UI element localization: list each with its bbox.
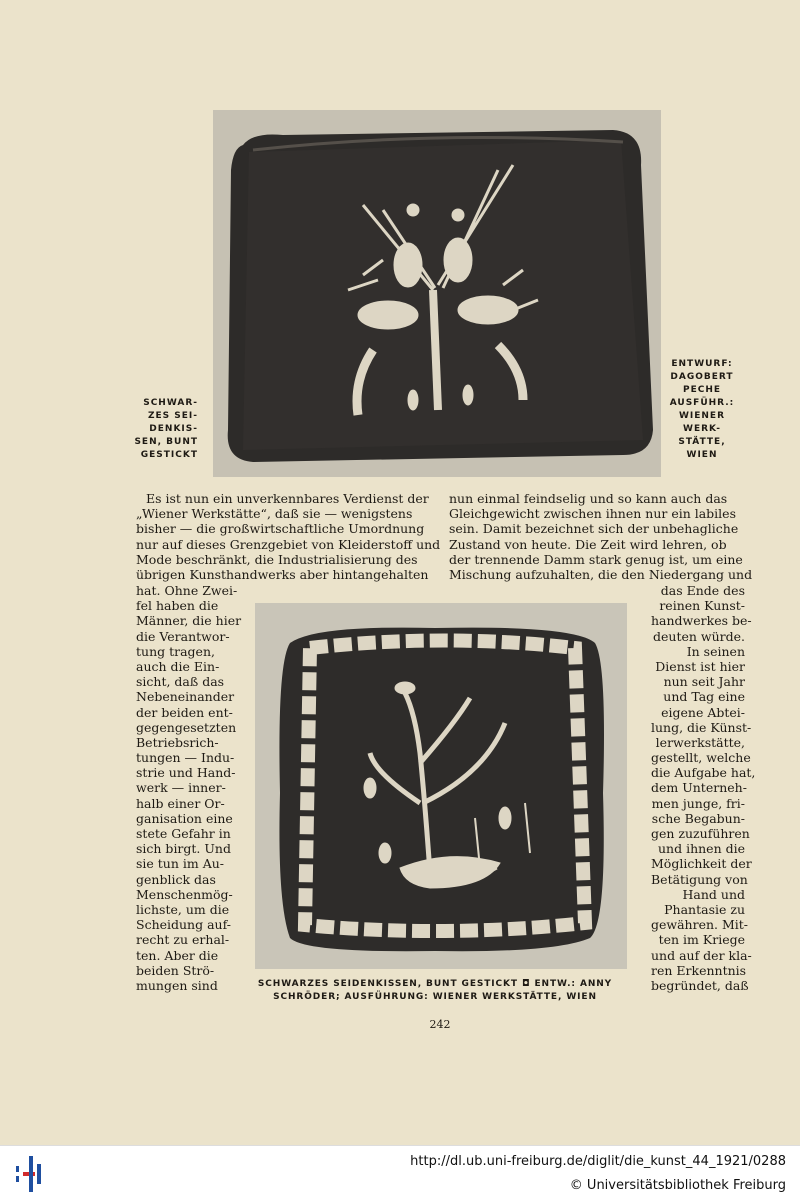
text-line: lerwerkstätte,: [655, 734, 745, 750]
text-line: gestellt, welche: [651, 750, 751, 766]
cushion-photo-1: [213, 110, 661, 477]
body-column-left-top: [136, 491, 441, 582]
page-number: 242: [429, 1018, 451, 1031]
text-line: sich birgt. Und: [136, 841, 231, 857]
text-line: reinen Kunst-: [659, 598, 745, 614]
caption-line: GESTICKT: [140, 450, 198, 460]
text-line: gen zuzuführen: [651, 826, 750, 841]
text-line: gegengesetzten: [136, 719, 237, 735]
caption-line: STÄTTE,: [678, 437, 726, 447]
text-line: genblick das: [136, 871, 216, 887]
text-line: recht zu erhal-: [136, 932, 230, 948]
text-line: ten. Aber die: [136, 947, 219, 963]
text-line: Betätigung von: [651, 871, 748, 887]
text-line: werk — inner-: [136, 780, 226, 796]
caption-line: DENKIS-: [149, 424, 198, 434]
copyright-notice: © Universitätsbibliothek Freiburg: [569, 1178, 786, 1193]
caption-line: SCHWAR-: [143, 398, 198, 408]
cushion-photo-2: [255, 603, 627, 969]
text-line: gewähren. Mit-: [651, 917, 749, 933]
caption-line: SCHRÖDER; AUSFÜHRUNG: WIENER WERKSTÄTTE, WIEN: [273, 992, 597, 1002]
text-line: übrigen Kunsthandwerks aber hintangehalten: [136, 566, 429, 582]
caption-line: WIEN: [686, 450, 718, 460]
text-line: und Tag eine: [663, 689, 745, 705]
figure1-caption-left: [120, 397, 198, 462]
text-line: lichste, um die: [136, 901, 230, 917]
text-line: begründet, daß: [651, 977, 749, 993]
text-line: ganisation eine: [136, 810, 233, 826]
caption-line: WERK-: [683, 424, 721, 434]
text-line: Hand und: [682, 886, 745, 902]
caption-line: ENTWURF:: [671, 359, 733, 369]
text-line: und ihnen die: [658, 841, 745, 857]
text-line: sicht, daß das: [136, 674, 225, 690]
text-line: Betriebsrich-: [136, 734, 219, 750]
text-line: der trennende Damm stark genug ist, um eine: [449, 551, 743, 567]
text-line: Mischung aufzuhalten, die den Niedergang und: [449, 566, 753, 582]
text-line: nur auf dieses Grenzgebiet von Kleiderstoff und: [136, 536, 441, 552]
text-line: sein. Damit bezeichnet sich der unbehagliche: [449, 521, 739, 537]
body-column-left-narrow: [136, 583, 242, 993]
text-line: auch die Ein-: [136, 658, 220, 674]
figure-cushion-peche: [213, 110, 661, 477]
text-line: halb einer Or-: [136, 795, 225, 811]
text-line: die Verantwor-: [136, 628, 230, 644]
body-column-right-top: [449, 491, 753, 582]
caption-line: SCHWARZES SEIDENKISSEN, BUNT GESTICKT ◘ ENTW.: ANNY: [257, 979, 613, 989]
figure2-caption: [245, 978, 625, 1004]
text-line: strie und Hand-: [136, 765, 236, 781]
text-line: lung, die Künst-: [651, 719, 752, 735]
text-line: tungen — Indu-: [136, 750, 235, 766]
text-line: Männer, die hier: [136, 613, 242, 629]
text-line: tung tragen,: [136, 643, 215, 659]
text-line: bisher — die großwirtschaftliche Umordnung: [136, 521, 425, 537]
figure-cushion-schroeder: [255, 603, 627, 969]
text-line: hat. Ohne Zwei-: [136, 583, 238, 598]
text-line: „Wiener Werkstätte“, daß sie — wenigstens: [136, 506, 413, 522]
text-line: die Aufgabe hat,: [651, 765, 756, 781]
ub-freiburg-logo-icon: [12, 1154, 52, 1198]
text-line: Mode beschränkt, die Industrialisierung des: [136, 551, 418, 567]
text-line: ren Erkenntnis: [651, 962, 747, 978]
permalink-url[interactable]: http://dl.ub.uni-freiburg.de/diglit/die_kunst_44_1921/0288: [410, 1154, 786, 1169]
text-line: In seinen: [686, 643, 745, 659]
caption-line: SEN, BUNT: [134, 437, 198, 447]
text-line: mungen sind: [136, 977, 218, 993]
library-footer: [0, 1145, 800, 1202]
text-line: Es ist nun ein unverkennbares Verdienst der: [146, 491, 429, 506]
caption-line: PECHE: [682, 385, 722, 395]
body-column-right-narrow: [651, 583, 756, 993]
text-line: nun seit Jahr: [663, 674, 745, 690]
text-line: das Ende des: [660, 583, 745, 598]
text-line: der beiden ent-: [136, 704, 233, 720]
text-line: fel haben die: [136, 598, 219, 614]
caption-line: AUSFÜHR.:: [669, 398, 735, 408]
text-line: handwerkes be-: [651, 613, 752, 629]
text-line: men junge, fri-: [651, 795, 745, 811]
text-line: Zustand von heute. Die Zeit wird lehren, ob: [449, 536, 727, 552]
caption-line: WIENER: [678, 411, 726, 421]
text-line: nun einmal feindselig und so kann auch das: [449, 491, 728, 506]
text-line: dem Unterneh-: [651, 780, 747, 796]
text-line: ten im Kriege: [658, 932, 745, 948]
text-line: Gleichgewicht zwischen ihnen nur ein labiles: [449, 506, 736, 522]
text-line: sche Begabun-: [651, 810, 745, 826]
text-line: Scheidung auf-: [136, 917, 231, 933]
text-line: beiden Strö-: [136, 962, 215, 978]
text-line: und auf der kla-: [651, 947, 752, 963]
caption-line: ZES SEI-: [147, 411, 198, 421]
figure1-caption-right: [668, 358, 736, 462]
text-line: deuten würde.: [653, 628, 745, 644]
text-line: Möglichkeit der: [651, 856, 752, 872]
text-line: Dienst ist hier: [655, 658, 745, 674]
text-line: Menschenmög-: [136, 886, 233, 902]
text-line: Phantasie zu: [664, 901, 745, 917]
text-line: eigene Abtei-: [661, 704, 745, 720]
text-line: sie tun im Au-: [136, 856, 225, 872]
caption-line: DAGOBERT: [670, 372, 734, 382]
text-line: stete Gefahr in: [136, 826, 231, 841]
text-line: Nebeneinander: [136, 689, 235, 705]
